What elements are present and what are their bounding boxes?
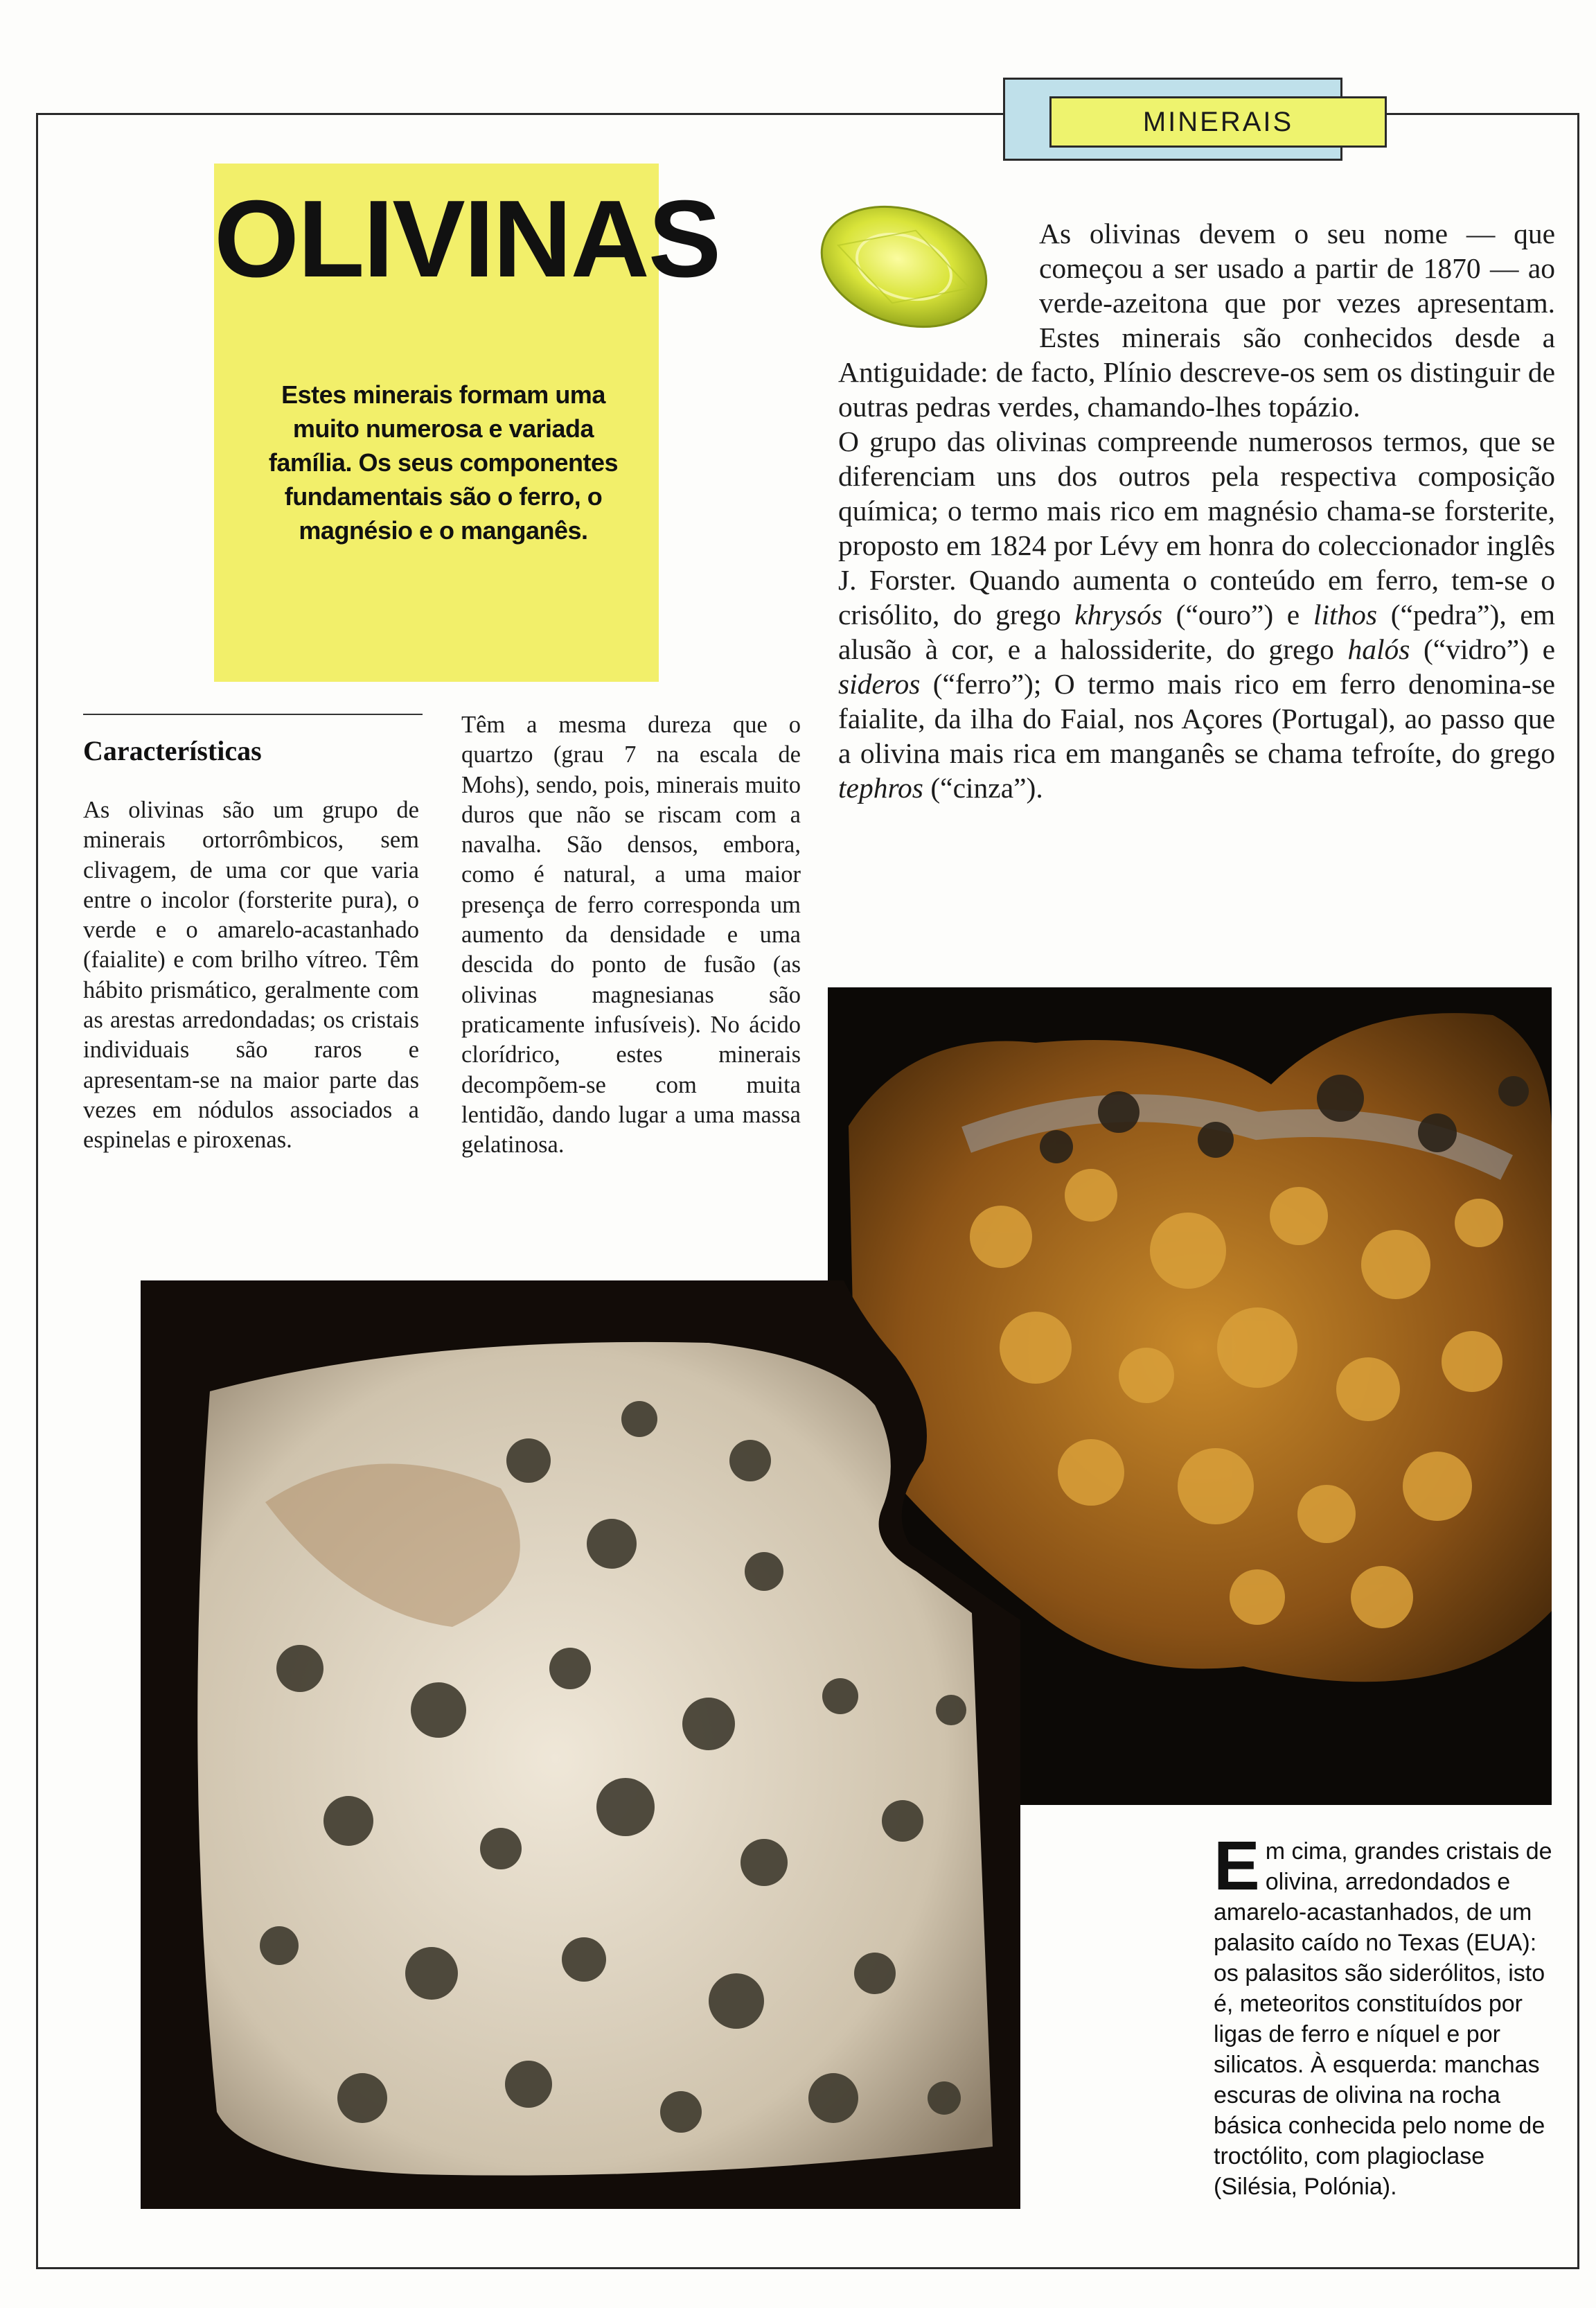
body-column-2: Têm a mesma dureza que o quartzo (grau 7 na escala de Mohs), sendo, pois, minerais muito duros que não se riscam com a navalha. São densos, embora, como é natural, a uma maior presença de ferro corresponda um aumento da densidade e uma descida do ponto de fusão (as olivinas magnesianas são praticamente infusíveis). No ácido clorídrico, estes minerais decompõem-se com muita lentidão, dando lugar a uma massa gelatinosa.	[461, 712, 801, 1159]
troctolite-photo	[141, 1280, 1166, 2209]
greek-term: sideros	[838, 668, 921, 700]
greek-term: tephros	[838, 772, 923, 804]
gem-float-space	[838, 216, 1039, 348]
paragraph-1: As olivinas devem o seu nome — que começou a ser usado a partir de 1870 — ao verde-azeitona que por vezes apresentam. Estes minerais são conhecidos desde a Antiguidade: de facto, Plínio descreve-os sem os distinguir de outras pedras verdes, chamando-lhes topázio.	[838, 218, 1555, 423]
body-column-3	[838, 216, 1555, 805]
intro-text: Estes minerais formam uma muito numerosa e variada família. Os seus componentes fundamentais são o ferro, o magnésio e o manganês.	[268, 380, 619, 545]
paragraph-2	[838, 424, 1555, 805]
divider	[83, 714, 423, 715]
section-tag: MINERAIS	[1049, 96, 1387, 148]
greek-term: halós	[1347, 633, 1410, 665]
text-run: (“pedra”), em alusão à cor, e a halossiderite, do grego	[838, 599, 1556, 665]
text-run: O grupo das olivinas compreende numerosos termos, que se diferenciam uns dos outros pela respectiva composição química; o termo mais rico em magnésio chama-se forsterite, proposto em 1824 por Lévy em honra do coleccionador inglês J. Forster. Quando aumenta o conteúdo em ferro, tem-se o crisólito, do grego	[838, 425, 1555, 631]
body-column-1: As olivinas são um grupo de minerais ortorrômbicos, sem clivagem, de uma cor que varia entre o incolor (forsterite pura), o verde e o amarelo-acastanhado (faialite) e com brilho vítreo. Têm hábito prismático, geralmente com as arestas arredondadas; os cristais individuais são raros e apresentam-se na maior parte das vezes em nódulos associados a espinelas e piroxenas.	[83, 797, 419, 1154]
subheading: Características	[83, 735, 262, 766]
text-run: (“ferro”); O termo mais rico em ferro denomina-se faialite, da ilha do Faial, nos Açores (Portugal), ao passo que a olivina mais rica em manganês se chama tefroíte, do grego	[838, 668, 1555, 769]
caption-text: m cima, grandes cristais de olivina, arredondados e amarelo-acastanhados, de um palasito caído no Texas (EUA): os palasitos são siderólitos, isto é, meteoritos constituídos por ligas de ferro e níquel e por silicatos. À esquerda: manchas escuras de olivina na rocha básica conhecida pelo nome de troctólito, com plagioclase (Silésia, Polónia).	[1214, 1838, 1552, 2200]
greek-term: khrysós	[1074, 599, 1163, 631]
text-run: (“ouro”) e	[1162, 599, 1313, 631]
text-run: (“cinza”).	[923, 772, 1043, 804]
greek-term: lithos	[1313, 599, 1378, 631]
text-run: (“vidro”) e	[1410, 633, 1555, 665]
page-title: OLIVINAS	[214, 178, 720, 300]
caption-dropcap: E	[1214, 1827, 1260, 1905]
photo-caption	[1214, 1827, 1553, 2202]
